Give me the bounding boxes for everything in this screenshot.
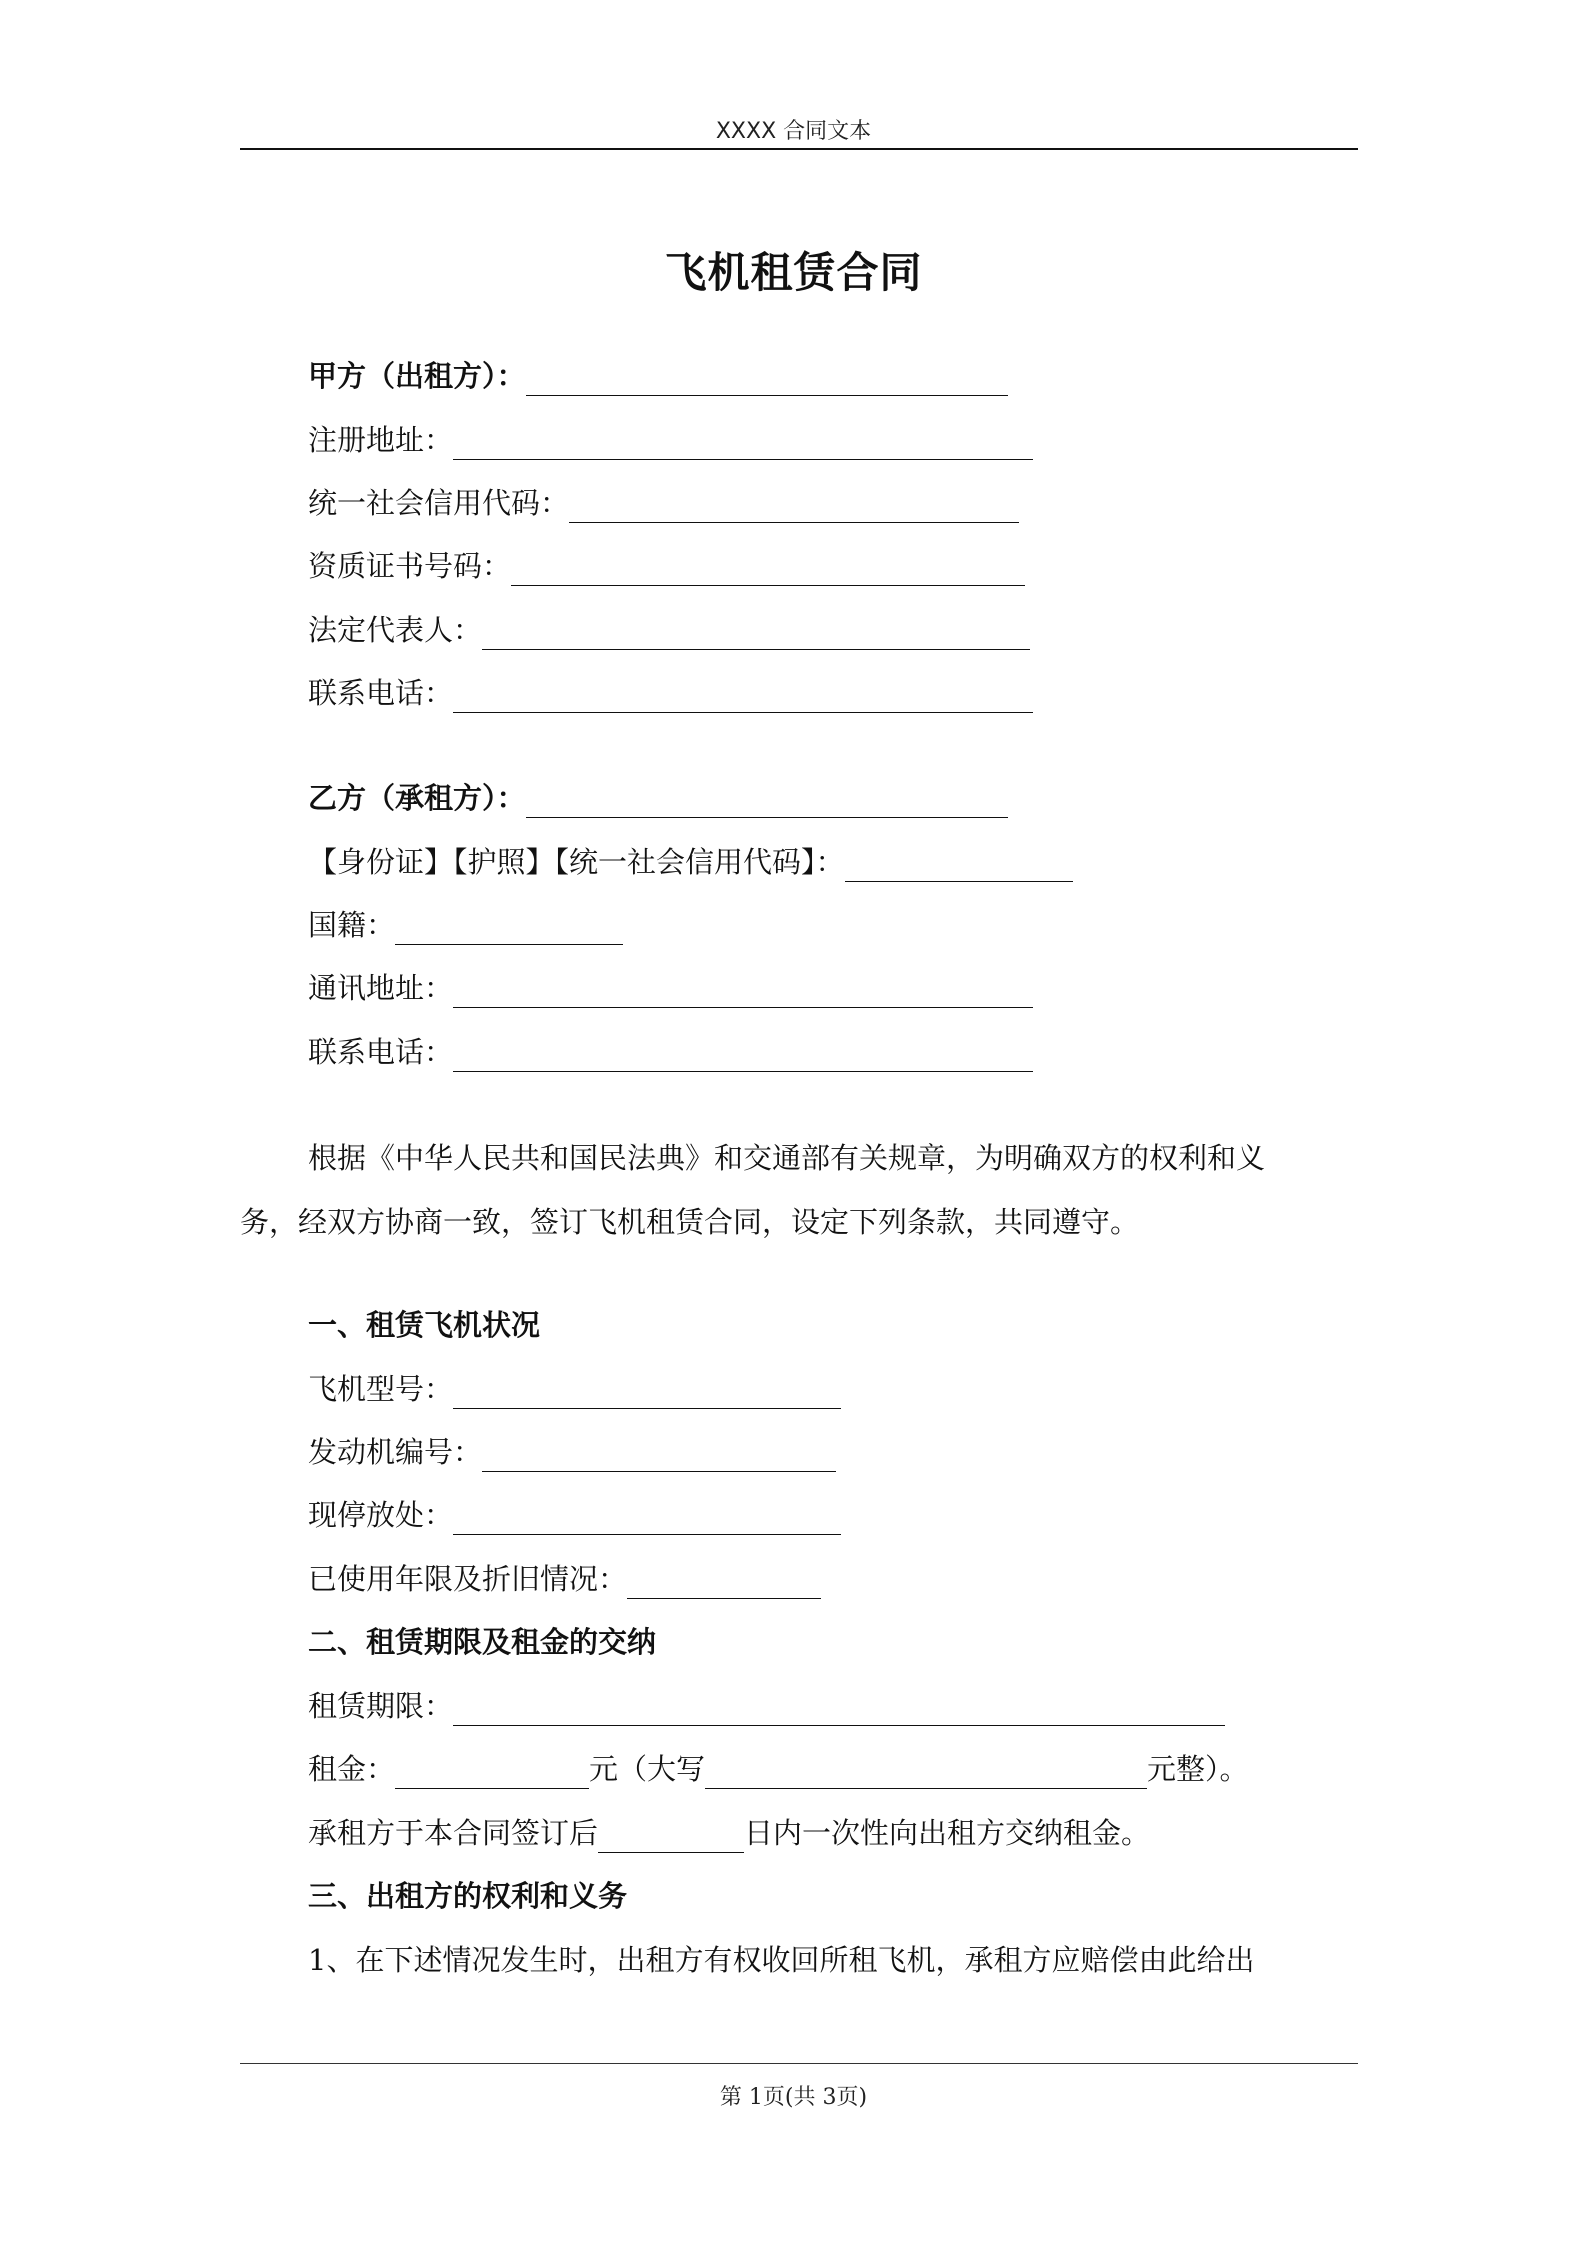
party-b-id-blank[interactable]	[845, 847, 1073, 882]
engine-number-row	[308, 1432, 836, 1472]
party-b-address-blank[interactable]	[453, 973, 1033, 1008]
party-a-heading: 甲方（出租方）：	[308, 359, 526, 393]
party-a-representative-label: 法定代表人：	[308, 613, 483, 647]
lease-term-blank[interactable]	[453, 1691, 1225, 1726]
depreciation-label: 已使用年限及折旧情况：	[308, 1562, 628, 1596]
rent-label: 租金：	[308, 1752, 396, 1786]
section-1-heading: 一、租赁飞机状况	[308, 1308, 541, 1342]
party-a-credit-code-blank[interactable]	[569, 488, 1019, 523]
party-b-address-row	[308, 968, 1033, 1008]
party-a-representative-blank[interactable]	[482, 615, 1030, 650]
party-a-credit-code-row	[308, 483, 1019, 523]
party-b-phone-blank[interactable]	[453, 1037, 1033, 1072]
document-title: 飞机租赁合同	[664, 248, 923, 297]
preamble-line-2: 务，经双方协商一致，签订飞机租赁合同，设定下列条款，共同遵守。	[240, 1205, 1140, 1239]
payment-days-blank[interactable]	[598, 1818, 744, 1853]
party-b-address-label: 通讯地址：	[308, 971, 454, 1005]
rent-capital-prefix: 元（大写	[589, 1752, 706, 1786]
preamble-line-1: 根据《中华人民共和国民法典》和交通部有关规章，为明确双方的权利和义	[308, 1141, 1266, 1175]
party-a-phone-row	[308, 673, 1033, 713]
rent-capital-blank[interactable]	[705, 1754, 1147, 1789]
parking-location-label: 现停放处：	[308, 1498, 454, 1532]
party-a-address-blank[interactable]	[453, 425, 1033, 460]
party-a-certificate-blank[interactable]	[511, 551, 1025, 586]
page-footer: 第 1页(共 3页)	[719, 2085, 868, 2110]
payment-row	[308, 1813, 1150, 1853]
section-3-heading-row	[308, 1876, 627, 1916]
party-a-phone-blank[interactable]	[453, 678, 1033, 713]
parking-location-row	[308, 1495, 841, 1535]
party-b-nationality-blank[interactable]	[395, 910, 623, 945]
section-3-item-1: 1、在下述情况发生时，出租方有权收回所租飞机，承租方应赔偿由此给出	[308, 1943, 1255, 1977]
party-a-heading-row	[308, 356, 1008, 396]
page-header: XXXX 合同文本	[715, 119, 872, 144]
party-b-nationality-label: 国籍：	[308, 908, 396, 942]
aircraft-model-blank[interactable]	[453, 1374, 841, 1409]
party-a-certificate-label: 资质证书号码：	[308, 549, 512, 583]
party-b-phone-row	[308, 1032, 1033, 1072]
party-b-heading-row	[308, 778, 1008, 818]
section-2-heading: 二、租赁期限及租金的交纳	[308, 1625, 657, 1659]
party-a-phone-label: 联系电话：	[308, 676, 454, 710]
aircraft-model-label: 飞机型号：	[308, 1372, 454, 1406]
lease-term-row	[308, 1686, 1225, 1726]
party-b-name-blank[interactable]	[526, 783, 1008, 818]
aircraft-model-row	[308, 1369, 841, 1409]
footer-rule	[240, 2063, 1358, 2064]
lease-term-label: 租赁期限：	[308, 1689, 454, 1723]
party-a-name-blank[interactable]	[526, 361, 1008, 396]
party-a-address-label: 注册地址：	[308, 423, 454, 457]
header-rule	[240, 148, 1358, 150]
rent-row	[308, 1749, 1249, 1789]
party-b-nationality-row	[308, 905, 623, 945]
rent-amount-blank[interactable]	[395, 1754, 589, 1789]
parking-location-blank[interactable]	[453, 1500, 841, 1535]
engine-number-blank[interactable]	[482, 1437, 836, 1472]
payment-prefix: 承租方于本合同签订后	[308, 1816, 599, 1850]
party-b-heading: 乙方（承租方）：	[308, 781, 526, 815]
party-a-certificate-row	[308, 546, 1025, 586]
party-a-representative-row	[308, 610, 1030, 650]
section-1-heading-row	[308, 1305, 540, 1345]
section-3-heading: 三、出租方的权利和义务	[308, 1879, 628, 1913]
party-a-address-row	[308, 420, 1033, 460]
depreciation-blank[interactable]	[627, 1564, 821, 1599]
party-b-phone-label: 联系电话：	[308, 1035, 454, 1069]
depreciation-row	[308, 1559, 821, 1599]
payment-suffix: 日内一次性向出租方交纳租金。	[744, 1816, 1151, 1850]
party-b-id-row	[308, 842, 1073, 882]
section-3-item-1-row	[308, 1940, 1254, 1980]
engine-number-label: 发动机编号：	[308, 1435, 483, 1469]
rent-capital-suffix: 元整）。	[1147, 1752, 1249, 1786]
section-2-heading-row	[308, 1622, 656, 1662]
preamble-paragraph	[240, 1126, 1358, 1254]
party-a-credit-code-label: 统一社会信用代码：	[308, 486, 570, 520]
party-b-id-label: 【身份证】【护照】【统一社会信用代码】：	[308, 845, 845, 879]
